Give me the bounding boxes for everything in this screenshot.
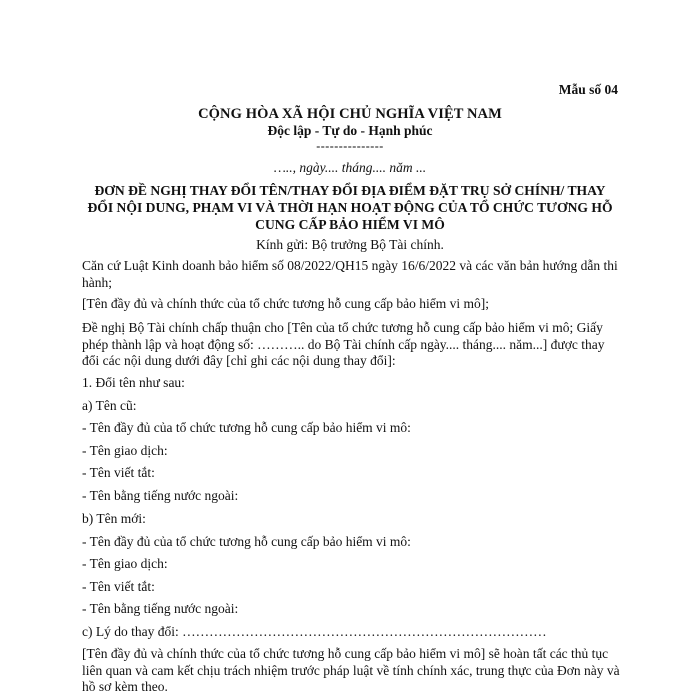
date-line: ….., ngày.... tháng.... năm ... <box>273 160 427 175</box>
request-paragraph: Đề nghị Bộ Tài chính chấp thuận cho [Tên của tổ chức tương hỗ cung cấp bảo hiểm vi mô; Giấy phép thành lập và hoạt động số: ……….. do Bộ Tài chính cấp ngày.... tháng.... năm...] được thay đổi các nội dung dưới đây [chỉ ghi các nội dung thay đổi]: <box>82 320 605 368</box>
commitment-paragraph: [Tên đầy đủ và chính thức của tổ chức tương hỗ cung cấp bảo hiểm vi mô] sẽ hoàn tất các thủ tục liên quan và cam kết chịu trách nhiệm trước pháp luật về tính chính xác, trung thực của Đơn này và hồ sơ kèm theo. <box>82 646 620 694</box>
old-abbreviation-line: - Tên viết tắt: <box>82 465 155 480</box>
new-abbreviation-line: - Tên viết tắt: <box>82 579 155 594</box>
old-full-name-line: - Tên đầy đủ của tổ chức tương hỗ cung cấp bảo hiểm vi mô: <box>82 420 411 435</box>
form-number: Mẫu số 04 <box>558 82 618 97</box>
country-name: CỘNG HÒA XÃ HỘI CHỦ NGHĨA VIỆT NAM <box>198 106 502 122</box>
section-1-heading: 1. Đổi tên như sau: <box>82 375 185 390</box>
document-title: ĐƠN ĐỀ NGHỊ THAY ĐỔI TÊN/THAY ĐỔI ĐỊA ĐIỂM ĐẶT TRỤ SỞ CHÍNH/ THAY ĐỔI NỘI DUNG, PHẠM VI VÀ THỜI HẠN HOẠT ĐỘNG CỦA TỔ CHỨC TƯƠNG HỖ CUNG CẤP BẢO HIỂM VI MÔ <box>87 183 613 232</box>
old-trade-name-line: - Tên giao dịch: <box>82 443 168 458</box>
new-name-heading: b) Tên mới: <box>82 511 146 526</box>
change-reason-line: c) Lý do thay đổi: ……………………………………………………………………… <box>82 624 547 639</box>
new-foreign-name-line: - Tên bằng tiếng nước ngoài: <box>82 601 239 616</box>
org-name-paragraph: [Tên đầy đủ và chính thức của tổ chức tương hỗ cung cấp bảo hiểm vi mô]; <box>82 296 489 311</box>
old-foreign-name-line: - Tên bằng tiếng nước ngoài: <box>82 488 239 503</box>
national-motto: Độc lập - Tự do - Hạnh phúc <box>267 123 433 138</box>
old-name-heading: a) Tên cũ: <box>82 398 137 413</box>
new-trade-name-line: - Tên giao dịch: <box>82 556 168 571</box>
new-full-name-line: - Tên đầy đủ của tổ chức tương hỗ cung cấp bảo hiểm vi mô: <box>82 534 411 549</box>
header-divider: --------------- <box>316 139 384 153</box>
addressee: Kính gửi: Bộ trưởng Bộ Tài chính. <box>256 237 444 252</box>
legal-basis-paragraph: Căn cứ Luật Kinh doanh bảo hiểm số 08/2022/QH15 ngày 16/6/2022 và các văn bản hướng dẫn thi hành; <box>82 258 618 290</box>
